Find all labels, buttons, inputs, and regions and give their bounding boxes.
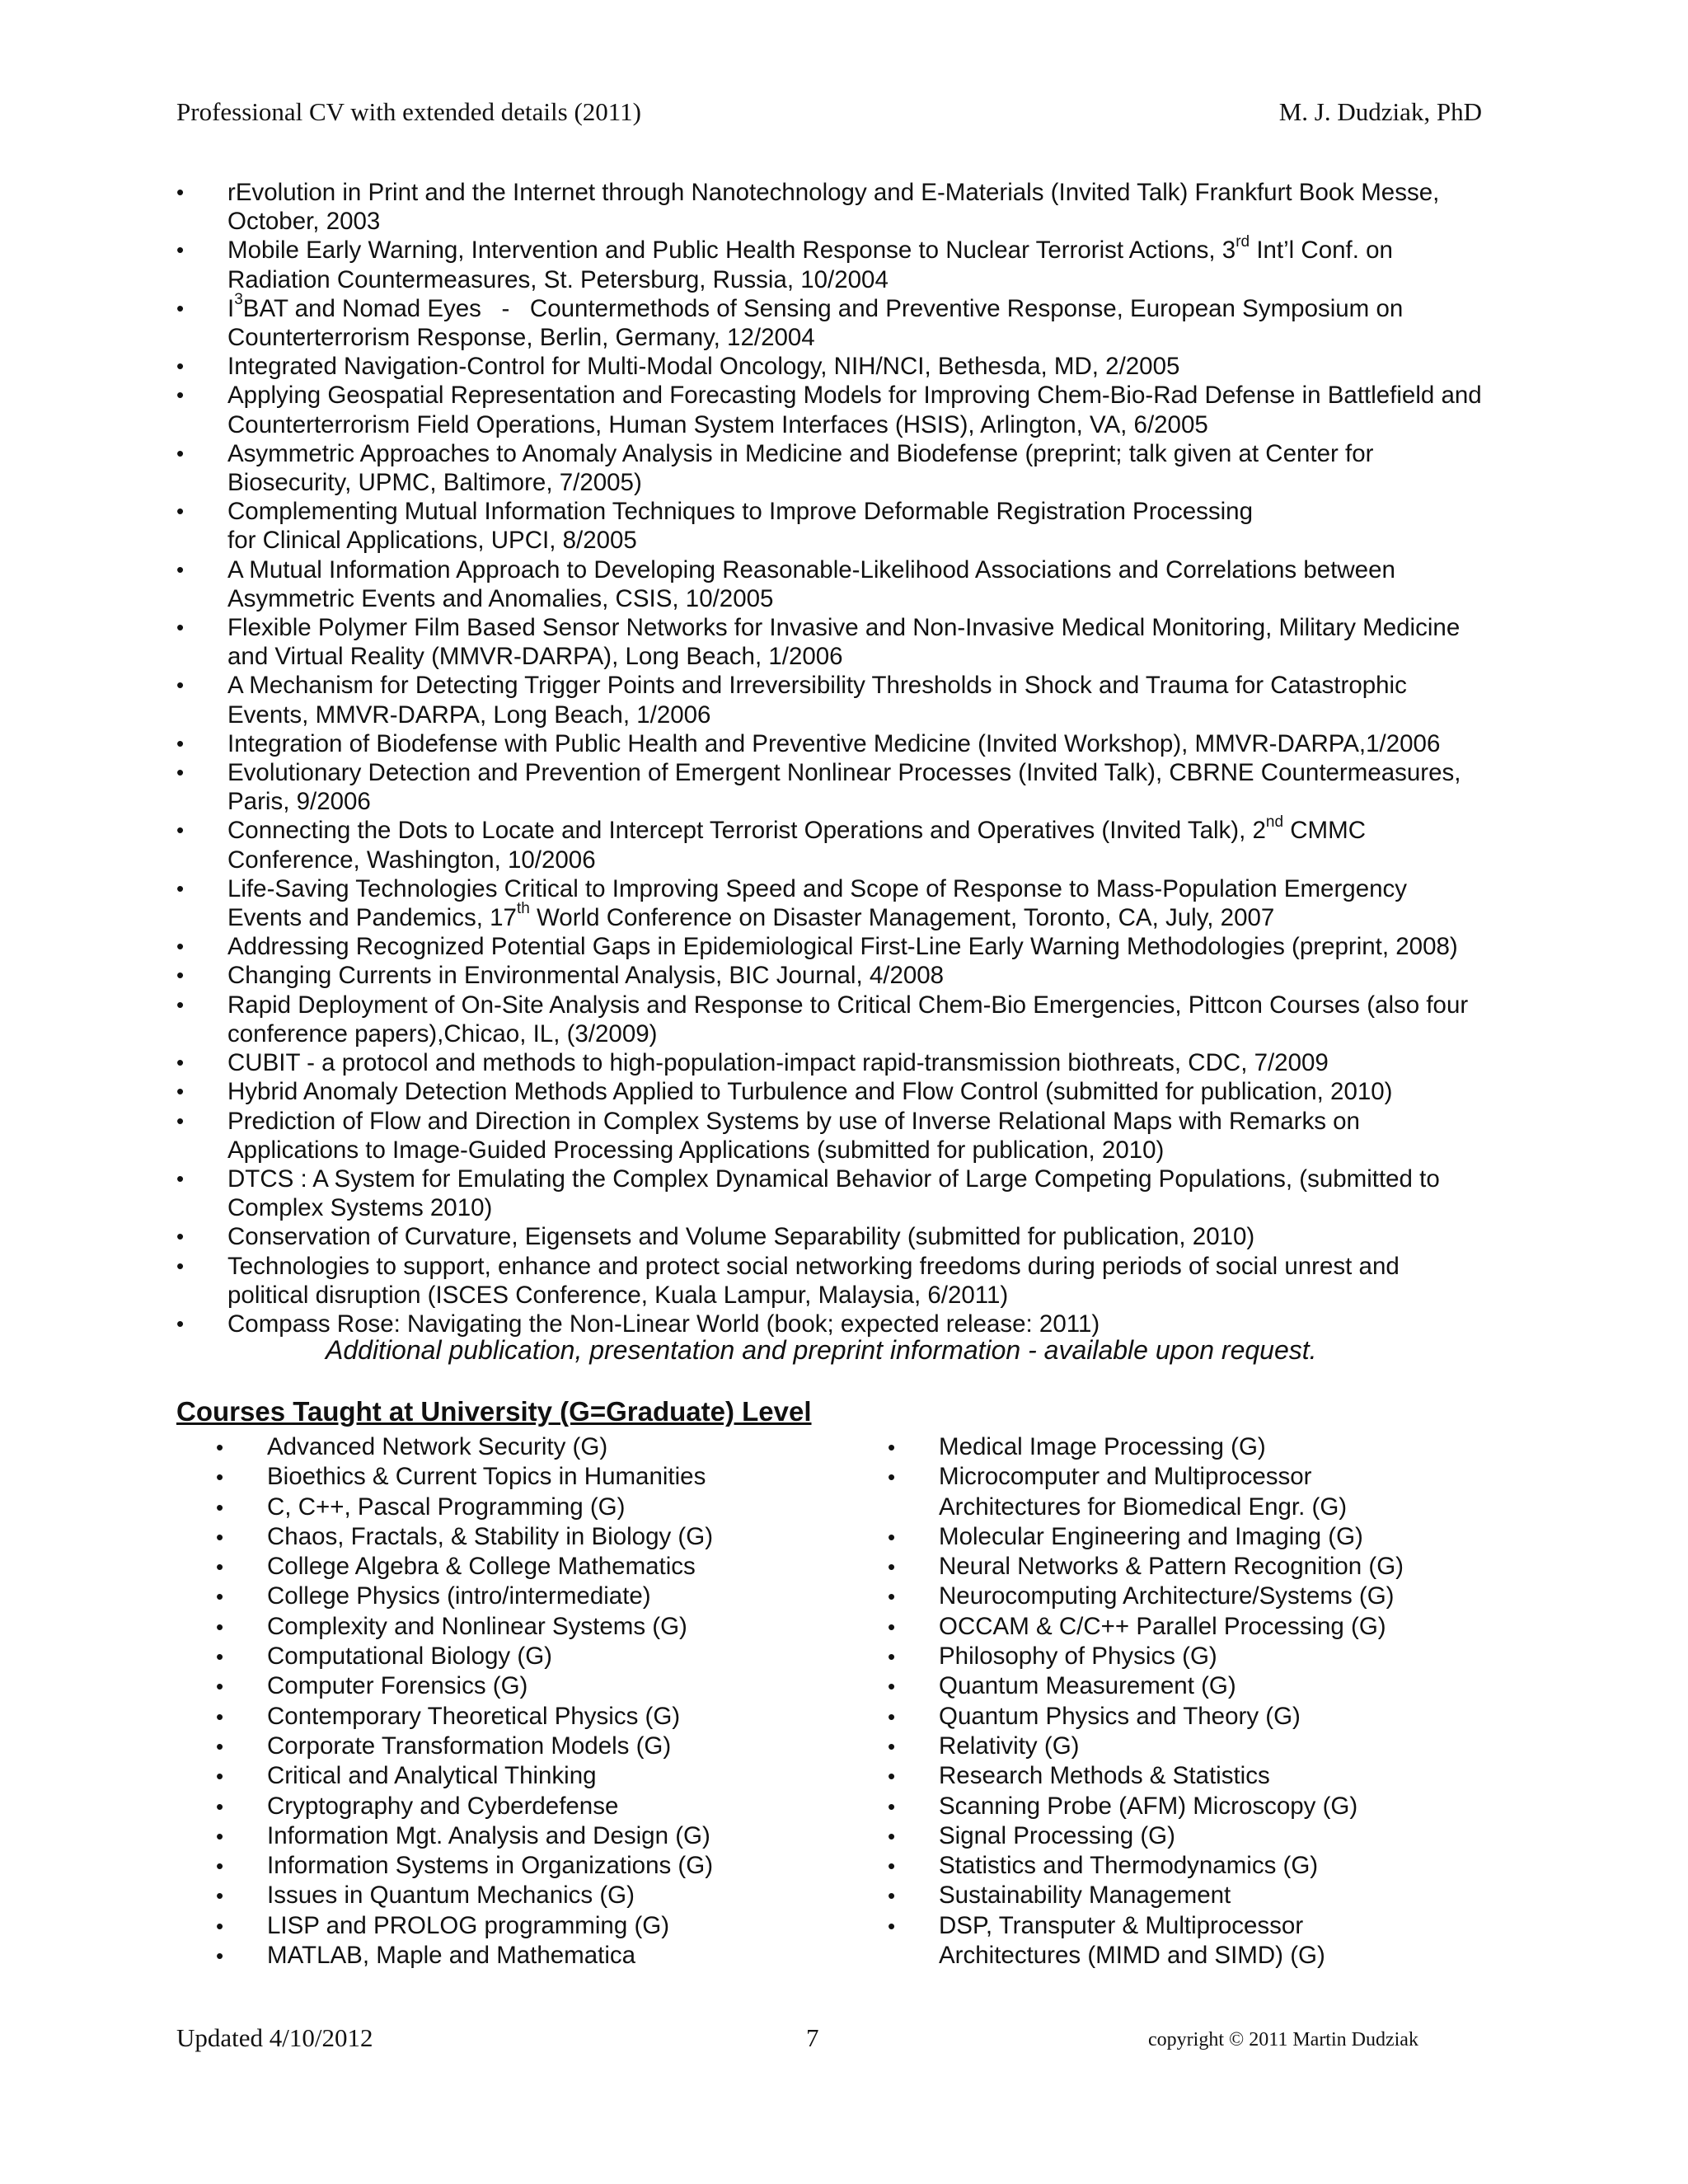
bullet-icon: • xyxy=(888,1793,896,1819)
bullet-icon: • xyxy=(888,1614,896,1639)
publication-item xyxy=(176,874,1520,932)
publication-item xyxy=(176,1252,1520,1310)
course-item-text: OCCAM & C/C++ Parallel Processing (G) xyxy=(939,1612,1386,1640)
publication-item-text: Rapid Deployment of On-Site Analysis and Response to Critical Chem-Bio Emergencies, Pittcon Courses (also four conference papers),Chicao, IL, (3/2009) xyxy=(227,991,1469,1047)
publication-item-text: Evolutionary Detection and Prevention of Emergent Nonlinear Processes (Invited Talk), CBRNE Countermeasures, Paris, 9/2006 xyxy=(227,759,1461,816)
course-item xyxy=(888,1432,1481,1462)
publication-item xyxy=(176,290,1520,352)
publication-item-text: $I^3BAT$ and Nomad Eyes - Countermethods of Sensing and Preventive Response, European Symposium on Counterterrorism Response, Berlin, Germany, 12/2004 xyxy=(227,290,1404,352)
bullet-icon: • xyxy=(216,1435,224,1460)
publication-item-text: Conservation of Curvature, Eigensets and Volume Separability (submitted for publication, 2010) xyxy=(227,1223,1255,1251)
bullet-icon: • xyxy=(176,1050,185,1076)
course-item-text: Microcomputer and Multiprocessor Architectures for Biomedical Engr. (G) xyxy=(939,1463,1348,1521)
header-author: M. J. Dudziak, PhD xyxy=(1278,97,1482,126)
course-item xyxy=(888,1851,1481,1881)
courses-section-title: Courses Taught at University (G=Graduate) Level xyxy=(176,1396,812,1427)
bullet-icon: • xyxy=(216,1584,224,1610)
additional-info-note: Additional publication, presentation and preprint information - available upon request. xyxy=(326,1335,1317,1365)
bullet-icon: • xyxy=(888,1854,896,1879)
bullet-icon: • xyxy=(888,1554,896,1580)
bullet-icon: • xyxy=(176,1165,185,1191)
course-item-text: Cryptography and Cyberdefense xyxy=(267,1792,619,1820)
bullet-icon: • xyxy=(888,1883,896,1909)
bullet-icon: • xyxy=(216,1465,224,1490)
publication-item-text: A Mechanism for Detecting Trigger Points and Irreversibility Thresholds in Shock and Trauma for Catastrophic Events, MMVR-DARPA, Long Beach, 1/2006 xyxy=(227,672,1407,729)
course-item-text: Signal Processing (G) xyxy=(939,1821,1175,1849)
course-item-text: Philosophy of Physics (G) xyxy=(939,1643,1217,1671)
bullet-icon: • xyxy=(216,1733,224,1759)
course-item-text: MATLAB, Maple and Mathematica xyxy=(267,1942,636,1970)
bullet-icon: • xyxy=(216,1704,224,1729)
publication-item-text: Integrated Navigation-Control for Multi-Modal Oncology, NIH/NCI, Bethesda, MD, 2/2005 xyxy=(227,353,1180,381)
publication-item xyxy=(176,961,1520,990)
course-item-text: Information Systems in Organizations (G) xyxy=(267,1852,714,1880)
bullet-icon: • xyxy=(176,818,185,843)
course-item-text: Sustainability Management xyxy=(939,1882,1231,1910)
course-item xyxy=(216,1493,859,1522)
publication-item xyxy=(176,439,1520,497)
publication-item xyxy=(176,758,1520,816)
page-number: 7 xyxy=(806,2023,819,2052)
bullet-icon: • xyxy=(176,963,185,988)
courses-list-left xyxy=(216,1432,859,1971)
course-item-text: College Algebra & College Mathematics xyxy=(267,1553,696,1581)
publication-item-text: Mobile Early Warning, Intervention and Public Health Response to Nuclear Terrorist Actions, 3rd Int’l Conf. on Radiation Countermeasures, St. Petersburg, Russia, 10/2004 xyxy=(227,232,1393,293)
course-item xyxy=(216,1552,859,1582)
course-item xyxy=(216,1792,859,1821)
bullet-icon: • xyxy=(216,1644,224,1670)
bullet-icon: • xyxy=(176,991,185,1017)
publication-item xyxy=(176,381,1520,438)
course-item-text: Research Methods & Statistics xyxy=(939,1762,1270,1790)
course-item xyxy=(888,1911,1481,1971)
courses-list-right xyxy=(888,1432,1481,1971)
course-item xyxy=(216,1761,859,1791)
bullet-icon: • xyxy=(216,1854,224,1879)
header-title: Professional CV with extended details (2011) xyxy=(176,97,641,126)
publication-item-text: Prediction of Flow and Direction in Complex Systems by use of Inverse Relational Maps with Remarks on Applications to Image-Guided Processing Applications (submitted for publication, 2010) xyxy=(227,1107,1360,1164)
publication-item-text: Asymmetric Approaches to Anomaly Analysis in Medicine and Biodefense (preprint; talk given at Center for Biosecurity, UPMC, Baltimore, 7/2005) xyxy=(227,439,1374,497)
publication-item-text: Flexible Polymer Film Based Sensor Networks for Invasive and Non-Invasive Medical Monitoring, Military Medicine and Virtual Reality (MMVR-DARPA), Long Beach, 1/2006 xyxy=(227,614,1461,671)
publication-item xyxy=(176,1077,1520,1106)
bullet-icon: • xyxy=(888,1733,896,1759)
course-item xyxy=(888,1702,1481,1732)
course-item-text: LISP and PROLOG programming (G) xyxy=(267,1911,670,1939)
bullet-icon: • xyxy=(176,1310,185,1336)
bullet-icon: • xyxy=(176,1108,185,1133)
course-item xyxy=(216,1671,859,1701)
bullet-icon: • xyxy=(216,1494,224,1520)
course-item xyxy=(888,1462,1481,1522)
bullet-icon: • xyxy=(176,1224,185,1249)
course-item xyxy=(216,1702,859,1732)
course-item xyxy=(888,1761,1481,1791)
bullet-icon: • xyxy=(888,1764,896,1789)
publication-item xyxy=(176,497,1520,555)
bullet-icon: • xyxy=(216,1524,224,1549)
course-item xyxy=(216,1432,859,1462)
publication-item xyxy=(176,991,1520,1048)
bullet-icon: • xyxy=(176,499,185,524)
publication-item-text: CUBIT - a protocol and methods to high-population-impact rapid-transmission biothreats, CDC, 7/2009 xyxy=(227,1049,1329,1077)
publication-item-text: Life-Saving Technologies Critical to Improving Speed and Scope of Response to Mass-Population Emergency Events and Pandemics, 17th World Conference on Disaster Management, Toronto, CA, July, 2007 xyxy=(227,874,1408,932)
course-item xyxy=(888,1732,1481,1761)
course-item-text: Computational Biology (G) xyxy=(267,1643,552,1671)
course-item xyxy=(888,1642,1481,1671)
course-item xyxy=(216,1881,859,1910)
course-item-text: Neurocomputing Architecture/Systems (G) xyxy=(939,1582,1395,1610)
bullet-icon: • xyxy=(888,1644,896,1670)
publication-item-text: Addressing Recognized Potential Gaps in Epidemiological First-Line Early Warning Methodologies (preprint, 2008) xyxy=(227,933,1458,961)
course-item-text: C, C++, Pascal Programming (G) xyxy=(267,1493,626,1521)
publication-item xyxy=(176,352,1520,381)
course-item-text: Information Mgt. Analysis and Design (G) xyxy=(267,1821,710,1849)
course-item-text: Chaos, Fractals, & Stability in Biology (G) xyxy=(267,1522,714,1550)
course-item xyxy=(216,1612,859,1642)
publication-item-text: A Mutual Information Approach to Developing Reasonable-Likelihood Associations and Correlations between Asymmetric Events and Anomalies, CSIS, 10/2005 xyxy=(227,555,1395,612)
publication-item xyxy=(176,813,1520,874)
bullet-icon: • xyxy=(176,295,185,321)
bullet-icon: • xyxy=(176,730,185,756)
bullet-icon: • xyxy=(176,615,185,640)
footer-copyright: copyright © 2011 Martin Dudziak xyxy=(1148,2029,1418,2050)
publication-item xyxy=(176,671,1520,729)
bullet-icon: • xyxy=(216,1943,224,1969)
course-item-text: Computer Forensics (G) xyxy=(267,1672,528,1700)
course-item xyxy=(216,1462,859,1492)
course-item xyxy=(888,1671,1481,1701)
publication-item xyxy=(176,1048,1520,1077)
publication-item-text: Compass Rose: Navigating the Non-Linear World (book; expected release: 2011) xyxy=(227,1310,1100,1338)
bullet-icon: • xyxy=(888,1465,896,1490)
course-item xyxy=(888,1552,1481,1582)
course-item xyxy=(888,1821,1481,1851)
bullet-icon: • xyxy=(176,382,185,408)
course-item xyxy=(888,1582,1481,1611)
course-item xyxy=(888,1792,1481,1821)
bullet-icon: • xyxy=(888,1435,896,1460)
bullet-icon: • xyxy=(888,1913,896,1938)
publication-item-text: Hybrid Anomaly Detection Methods Applied to Turbulence and Flow Control (submitted for publication, 2010) xyxy=(227,1078,1393,1106)
course-item-text: Relativity (G) xyxy=(939,1732,1080,1760)
course-item-text: Statistics and Thermodynamics (G) xyxy=(939,1852,1319,1880)
publication-item xyxy=(176,1310,1520,1338)
publication-item-text: rEvolution in Print and the Internet through Nanotechnology and E-Materials (Invited Talk) Frankfurt Book Messe, October, 2003 xyxy=(227,179,1440,236)
bullet-icon: • xyxy=(888,1823,896,1849)
bullet-icon: • xyxy=(176,1253,185,1278)
course-item xyxy=(216,1851,859,1881)
bullet-icon: • xyxy=(176,354,185,379)
bullet-icon: • xyxy=(888,1674,896,1699)
course-item-text: Medical Image Processing (G) xyxy=(939,1433,1266,1460)
publication-item-text: Complementing Mutual Information Techniques to Improve Deformable Registration Processing for Clinical Applications, UPCI, 8/2005 xyxy=(227,498,1253,555)
bullet-icon: • xyxy=(176,875,185,901)
publication-item-text: Applying Geospatial Representation and Forecasting Models for Improving Chem-Bio-Rad Defense in Battlefield and Counterterrorism Field Operations, Human System Interfaces (HSIS), Arlington, VA, 6/2005 xyxy=(227,382,1482,438)
bullet-icon: • xyxy=(216,1614,224,1639)
course-item-text: Advanced Network Security (G) xyxy=(267,1433,608,1460)
course-item-text: DSP, Transputer & Multiprocessor Architectures (MIMD and SIMD) (G) xyxy=(939,1911,1325,1970)
bullet-icon: • xyxy=(888,1584,896,1610)
publication-item xyxy=(176,232,1520,293)
course-item xyxy=(216,1522,859,1552)
bullet-icon: • xyxy=(216,1883,224,1909)
publication-item-text: Technologies to support, enhance and protect social networking freedoms during periods of social unrest and political disruption (ISCES Conference, Kuala Lampur, Malaysia, 6/2011) xyxy=(227,1252,1400,1309)
course-item-text: Molecular Engineering and Imaging (G) xyxy=(939,1522,1363,1550)
footer-updated: Updated 4/10/2012 xyxy=(176,2023,373,2052)
bullet-icon: • xyxy=(888,1524,896,1549)
publication-item-text: Changing Currents in Environmental Analysis, BIC Journal, 4/2008 xyxy=(227,962,945,990)
bullet-icon: • xyxy=(176,180,185,204)
bullet-icon: • xyxy=(216,1793,224,1819)
bullet-icon: • xyxy=(176,1079,185,1104)
course-item-text: Scanning Probe (AFM) Microscopy (G) xyxy=(939,1792,1358,1820)
bullet-icon: • xyxy=(216,1823,224,1849)
course-item-text: Corporate Transformation Models (G) xyxy=(267,1732,672,1760)
publication-item-text: Integration of Biodefense with Public Health and Preventive Medicine (Invited Workshop), MMVR-DARPA,1/2006 xyxy=(227,729,1441,757)
publications-list xyxy=(176,178,1520,1338)
publication-item xyxy=(176,613,1520,671)
course-item xyxy=(216,1941,859,1971)
course-item-text: College Physics (intro/intermediate) xyxy=(267,1582,651,1610)
publication-item-text: DTCS : A System for Emulating the Complex Dynamical Behavior of Large Competing Populations, (submitted to Complex Systems 2010) xyxy=(227,1165,1440,1222)
bullet-icon: • xyxy=(216,1764,224,1789)
publication-item xyxy=(176,729,1520,758)
course-item xyxy=(216,1911,859,1941)
publication-item-text: Connecting the Dots to Locate and Intercept Terrorist Operations and Operatives (Invited Talk), 2nd CMMC Conference, Washington, 10/2006 xyxy=(227,813,1366,874)
course-item xyxy=(216,1642,859,1671)
course-item xyxy=(216,1821,859,1851)
course-item-text: Quantum Physics and Theory (G) xyxy=(939,1702,1301,1730)
bullet-icon: • xyxy=(176,760,185,785)
course-item xyxy=(216,1732,859,1761)
course-item-text: Quantum Measurement (G) xyxy=(939,1672,1236,1700)
course-item xyxy=(888,1612,1481,1642)
course-item xyxy=(216,1582,859,1611)
course-item-text: Neural Networks & Pattern Recognition (G) xyxy=(939,1553,1404,1581)
publication-item xyxy=(176,932,1520,961)
bullet-icon: • xyxy=(216,1554,224,1580)
publication-item xyxy=(176,1222,1520,1251)
publication-item xyxy=(176,555,1520,613)
bullet-icon: • xyxy=(176,556,185,582)
bullet-icon: • xyxy=(176,237,185,263)
bullet-icon: • xyxy=(216,1674,224,1699)
course-item-text: Bioethics & Current Topics in Humanities xyxy=(267,1463,706,1491)
publication-item xyxy=(176,1107,1520,1165)
course-item-text: Contemporary Theoretical Physics (G) xyxy=(267,1702,681,1730)
bullet-icon: • xyxy=(888,1704,896,1729)
course-item-text: Issues in Quantum Mechanics (G) xyxy=(267,1882,635,1910)
publication-item xyxy=(176,178,1520,236)
bullet-icon: • xyxy=(216,1913,224,1938)
course-item-text: Complexity and Nonlinear Systems (G) xyxy=(267,1612,687,1640)
bullet-icon: • xyxy=(176,440,185,466)
course-item-text: Critical and Analytical Thinking xyxy=(267,1762,597,1790)
publication-item xyxy=(176,1165,1520,1222)
bullet-icon: • xyxy=(176,673,185,698)
bullet-icon: • xyxy=(176,934,185,959)
course-item xyxy=(888,1881,1481,1910)
course-item xyxy=(888,1522,1481,1552)
